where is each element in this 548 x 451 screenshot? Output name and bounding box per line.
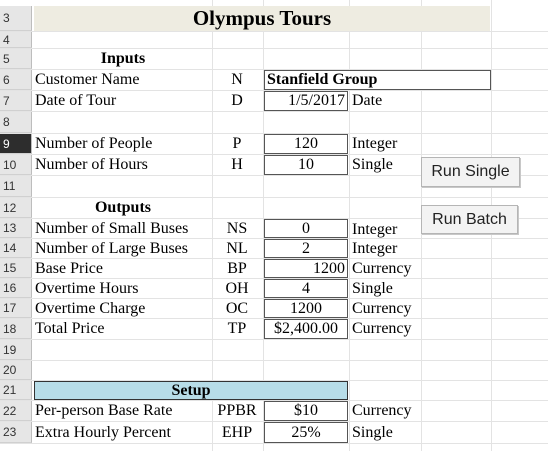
row-header[interactable]: 3: [0, 6, 32, 31]
people-type[interactable]: Integer: [352, 135, 398, 152]
sheet-row-9: [0, 134, 548, 155]
row-header[interactable]: 6: [0, 70, 32, 90]
outputs-header[interactable]: Outputs: [94, 199, 152, 216]
row-header[interactable]: 10: [0, 155, 32, 175]
overtime-hours-label[interactable]: Overtime Hours: [35, 279, 139, 297]
hours-input[interactable]: 10: [264, 155, 348, 175]
row-header[interactable]: 16: [0, 279, 32, 298]
large-buses-code[interactable]: NL: [226, 239, 248, 257]
people-code[interactable]: P: [232, 135, 242, 152]
overtime-charge-label[interactable]: Overtime Charge: [35, 299, 146, 317]
sheet-row-14: [0, 239, 548, 259]
overtime-hours-value[interactable]: 4: [264, 279, 348, 298]
row-header[interactable]: 12: [0, 198, 32, 218]
overtime-charge-type[interactable]: Currency: [352, 299, 412, 317]
sheet-row-23: [0, 422, 548, 444]
people-label[interactable]: Number of People: [35, 135, 153, 152]
sheet-row-7: [0, 91, 548, 112]
sheet-row-16: [0, 279, 548, 299]
base-price-value[interactable]: 1200: [264, 259, 348, 278]
sheet-row-21: [0, 381, 548, 401]
ehp-value[interactable]: 25%: [264, 422, 348, 443]
overtime-charge-code[interactable]: OC: [225, 299, 249, 317]
hours-type[interactable]: Single: [352, 156, 393, 173]
overtime-hours-type[interactable]: Single: [352, 279, 393, 297]
inputs-header[interactable]: Inputs: [100, 50, 146, 67]
total-price-label[interactable]: Total Price: [35, 320, 105, 337]
date-input[interactable]: 1/5/2017: [264, 91, 348, 111]
people-input[interactable]: 120: [264, 134, 348, 154]
ehp-code[interactable]: EHP: [221, 423, 253, 441]
date-label[interactable]: Date of Tour: [35, 92, 117, 109]
sheet-row-5: [0, 49, 548, 70]
ppbr-label[interactable]: Per-person Base Rate: [35, 402, 173, 419]
row-header[interactable]: 14: [0, 239, 32, 258]
base-price-type[interactable]: Currency: [352, 259, 412, 277]
row-header[interactable]: 17: [0, 299, 32, 318]
sheet-row-3: [0, 6, 548, 32]
row-header[interactable]: 7: [0, 91, 32, 111]
small-buses-type[interactable]: Integer: [352, 220, 398, 238]
row-header[interactable]: 23: [0, 422, 32, 443]
overtime-hours-code[interactable]: OH: [225, 279, 249, 297]
row-header[interactable]: 13: [0, 219, 32, 238]
row-header[interactable]: 19: [0, 340, 32, 360]
sheet-row-8: [0, 112, 548, 134]
sheet-row-19: [0, 340, 548, 361]
row-header[interactable]: 18: [0, 319, 32, 339]
sheet-row-4: [0, 32, 548, 49]
row-header[interactable]: 8: [0, 112, 32, 133]
sheet-row-22: [0, 401, 548, 422]
customer-name-input[interactable]: Stanfield Group: [264, 70, 491, 90]
base-price-label[interactable]: Base Price: [35, 259, 103, 277]
ppbr-code[interactable]: PPBR: [217, 402, 257, 419]
date-type[interactable]: Date: [352, 92, 383, 109]
ppbr-type[interactable]: Currency: [352, 402, 412, 419]
row-header[interactable]: 21: [0, 381, 32, 400]
sheet-row-15: [0, 259, 548, 279]
sheet-row-20: [0, 361, 548, 381]
ehp-label[interactable]: Extra Hourly Percent: [35, 423, 171, 441]
customer-name-code[interactable]: N: [231, 71, 243, 88]
sheet-title[interactable]: Olympus Tours: [34, 6, 490, 31]
row-header[interactable]: 11: [0, 176, 32, 197]
customer-name-label[interactable]: Customer Name: [35, 71, 140, 88]
sheet-row-18: [0, 319, 548, 340]
row-header[interactable]: 22: [0, 401, 32, 421]
total-price-value[interactable]: $2,400.00: [264, 319, 348, 339]
sheet-row-17: [0, 299, 548, 319]
hours-code[interactable]: H: [231, 156, 243, 173]
sheet-row-6: [0, 70, 548, 91]
run-single-button[interactable]: Run Single: [421, 157, 520, 187]
row-header[interactable]: 20: [0, 361, 32, 380]
ppbr-value[interactable]: $10: [264, 401, 348, 421]
date-code[interactable]: D: [231, 92, 243, 109]
small-buses-label[interactable]: Number of Small Buses: [35, 219, 189, 237]
large-buses-value[interactable]: 2: [264, 239, 348, 258]
small-buses-value[interactable]: 0: [264, 219, 348, 238]
overtime-charge-value[interactable]: 1200: [264, 299, 348, 318]
hours-label[interactable]: Number of Hours: [35, 156, 148, 173]
total-price-type[interactable]: Currency: [352, 320, 412, 337]
base-price-code[interactable]: BP: [227, 259, 247, 277]
row-header[interactable]: 15: [0, 259, 32, 278]
ehp-type[interactable]: Single: [352, 423, 393, 441]
total-price-code[interactable]: TP: [227, 320, 247, 337]
large-buses-label[interactable]: Number of Large Buses: [35, 239, 188, 257]
setup-header[interactable]: Setup: [34, 381, 348, 400]
run-batch-button[interactable]: Run Batch: [421, 205, 518, 234]
small-buses-code[interactable]: NS: [226, 219, 248, 237]
row-header-selected[interactable]: 9: [0, 134, 32, 154]
row-header[interactable]: 5: [0, 49, 32, 69]
large-buses-type[interactable]: Integer: [352, 239, 398, 257]
row-header[interactable]: 4: [0, 32, 32, 48]
